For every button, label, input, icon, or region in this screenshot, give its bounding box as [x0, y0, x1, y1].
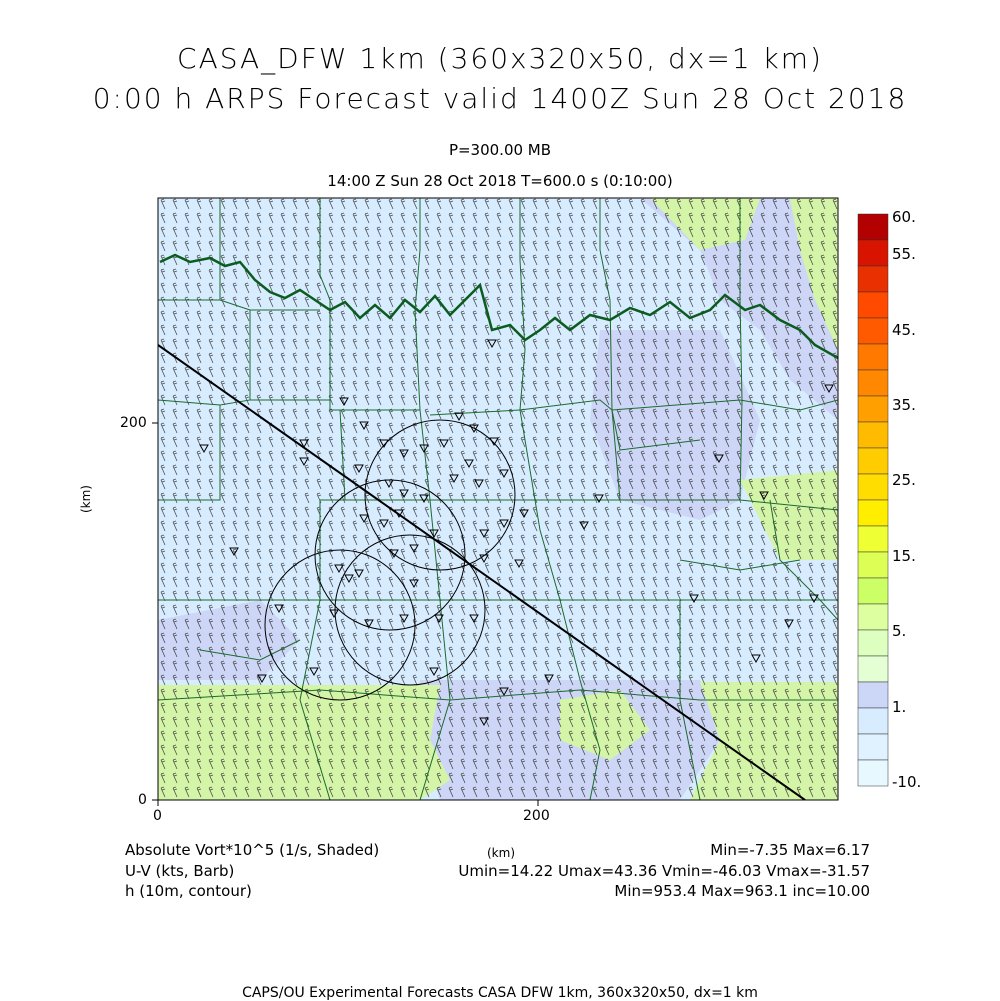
legend-field3-name: h (10m, contour)	[125, 882, 252, 900]
colorbar-swatch-6	[858, 370, 888, 396]
colorbar-swatch-19	[858, 708, 888, 734]
colorbar-swatch-3	[858, 292, 888, 318]
colorbar-label-35: 35.	[892, 396, 916, 414]
colorbar-swatch-14	[858, 578, 888, 604]
x-tick-200: 200	[523, 808, 550, 824]
chart-title-line2: 0:00 h ARPS Forecast valid 1400Z Sun 28 Oct 2018	[92, 82, 908, 115]
colorbar-swatch-8	[858, 422, 888, 448]
colorbar-swatch-7	[858, 396, 888, 422]
colorbar-label-25: 25.	[892, 471, 916, 489]
legend-field1-name: Absolute Vort*10^5 (1/s, Shaded)	[125, 841, 380, 859]
colorbar-label-1: 1.	[892, 698, 907, 716]
colorbar-swatch-12	[858, 526, 888, 552]
legend-field3-stats: Min=953.4 Max=963.1 inc=10.00	[614, 882, 870, 900]
legend-field2-name: U-V (kts, Barb)	[125, 862, 235, 880]
x-tick-0: 0	[153, 808, 162, 824]
valid-time: 14:00 Z Sun 28 Oct 2018 T=600.0 s (0:10:00)	[327, 172, 673, 190]
y-axis-label: (km)	[79, 484, 94, 514]
wind-barbs-field	[158, 198, 838, 800]
colorbar-swatch-18	[858, 682, 888, 708]
map-field	[158, 198, 838, 800]
y-tick-200: 200	[120, 415, 147, 431]
colorbar	[858, 214, 888, 786]
colorbar-swatch-20	[858, 734, 888, 760]
colorbar-label-15: 15.	[892, 547, 916, 565]
colorbar-swatch-9	[858, 448, 888, 474]
pressure-level: P=300.00 MB	[448, 141, 552, 159]
legend-field2-stats: Umin=14.22 Umax=43.36 Vmin=-46.03 Vmax=-31.57	[458, 862, 870, 880]
y-tick-0: 0	[138, 792, 147, 808]
colorbar-swatch-13	[858, 552, 888, 578]
colorbar-swatch-0	[858, 214, 888, 240]
colorbar-swatch-21	[858, 760, 888, 786]
colorbar-swatch-11	[858, 500, 888, 526]
chart-title-line1: CASA_DFW 1km (360x320x50, dx=1 km)	[177, 42, 823, 75]
colorbar-swatch-2	[858, 266, 888, 292]
colorbar-label-60: 60.	[892, 208, 916, 226]
colorbar-swatch-16	[858, 630, 888, 656]
colorbar-label-5: 5.	[892, 622, 907, 640]
colorbar-swatch-1	[858, 240, 888, 266]
colorbar-swatch-15	[858, 604, 888, 630]
colorbar-label-55: 55.	[892, 245, 916, 263]
colorbar-label-45: 45.	[892, 321, 916, 339]
colorbar-label-minus10: -10.	[892, 773, 922, 791]
legend-field1-stats: Min=-7.35 Max=6.17	[710, 841, 870, 859]
colorbar-swatch-10	[858, 474, 888, 500]
x-axis-label: (km)	[487, 846, 516, 860]
colorbar-swatch-5	[858, 344, 888, 370]
footer-credit: CAPS/OU Experimental Forecasts CASA DFW 1km, 360x320x50, dx=1 km	[242, 985, 758, 1001]
colorbar-swatch-17	[858, 656, 888, 682]
colorbar-swatch-4	[858, 318, 888, 344]
